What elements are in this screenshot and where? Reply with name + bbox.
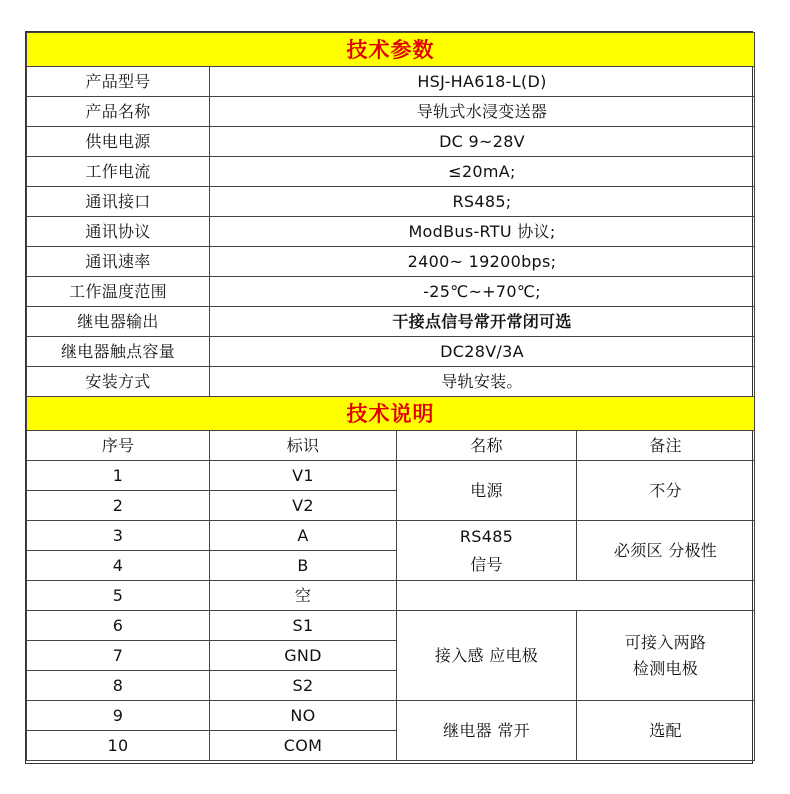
param-row [27,217,755,247]
param-row [27,367,755,397]
param-value: -25℃~+70℃; [210,277,755,307]
row-index: 1 [27,461,210,491]
param-label: 产品名称 [27,97,210,127]
desc-section-title: 技术说明 [27,397,755,431]
param-row [27,277,755,307]
header-name: 名称 [397,431,577,461]
table-row [27,701,755,731]
spec-sheet-table [26,32,755,761]
param-value: 导轨安装。 [210,367,755,397]
header-mark: 标识 [210,431,397,461]
row-mark: COM [210,731,397,761]
param-value: 干接点信号常开常闭可选 [210,307,755,337]
probe-note-line1: 可接入两路 [624,632,707,652]
probe-note [577,611,755,701]
param-label: 产品型号 [27,67,210,97]
param-value: ModBus-RTU 协议; [210,217,755,247]
rs485-note: 必须区 分极性 [577,521,755,581]
probe-name: 接入感 应电极 [397,611,577,701]
relay-name: 继电器 常开 [397,701,577,761]
power-note: 不分 [577,461,755,521]
row-index: 7 [27,641,210,671]
relay-note: 选配 [577,701,755,761]
rs485-name-line1: RS485 [459,526,514,546]
param-label: 供电电源 [27,127,210,157]
row-mark: NO [210,701,397,731]
param-value: 2400~ 19200bps; [210,247,755,277]
rs485-name [397,521,577,581]
row-index: 3 [27,521,210,551]
param-value: DC28V/3A [210,337,755,367]
row-mark: GND [210,641,397,671]
probe-note-line2: 检测电极 [632,658,699,678]
row-index: 4 [27,551,210,581]
row-index: 2 [27,491,210,521]
row-mark: 空 [210,581,397,611]
rs485-name-line2: 信号 [470,554,503,574]
param-value: HSJ-HA618-L(D) [210,67,755,97]
row-mark: B [210,551,397,581]
param-row [27,307,755,337]
row-index: 10 [27,731,210,761]
power-name: 电源 [397,461,577,521]
row-mark: S2 [210,671,397,701]
empty-cell [397,581,755,611]
param-row [27,97,755,127]
param-row [27,247,755,277]
table-row [27,461,755,491]
param-value: ≤20mA; [210,157,755,187]
param-label: 通讯协议 [27,217,210,247]
param-row [27,157,755,187]
table-row [27,521,755,551]
row-mark: S1 [210,611,397,641]
param-label: 安装方式 [27,367,210,397]
table-row [27,581,755,611]
param-label: 继电器触点容量 [27,337,210,367]
row-index: 5 [27,581,210,611]
row-index: 6 [27,611,210,641]
param-value: RS485; [210,187,755,217]
param-label: 继电器输出 [27,307,210,337]
param-value: DC 9~28V [210,127,755,157]
row-mark: V1 [210,461,397,491]
row-mark: A [210,521,397,551]
param-label: 通讯接口 [27,187,210,217]
row-index: 8 [27,671,210,701]
param-row [27,187,755,217]
param-value: 导轨式水浸变送器 [210,97,755,127]
param-row [27,127,755,157]
row-index: 9 [27,701,210,731]
param-row [27,337,755,367]
header-note: 备注 [577,431,755,461]
table-row [27,611,755,641]
desc-header-row [27,431,755,461]
param-label: 工作电流 [27,157,210,187]
row-mark: V2 [210,491,397,521]
param-label: 通讯速率 [27,247,210,277]
param-row [27,67,755,97]
param-label: 工作温度范围 [27,277,210,307]
params-section-title: 技术参数 [27,33,755,67]
header-index: 序号 [27,431,210,461]
